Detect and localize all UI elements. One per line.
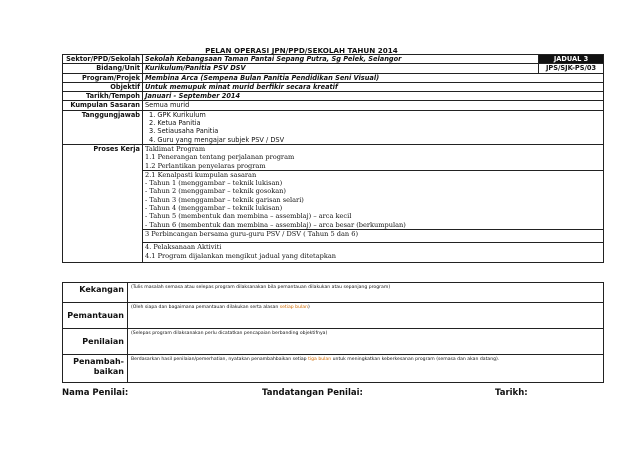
list-item: 1.2 Perlantikan penyelaras program [145, 161, 266, 170]
list-item: 3. Setiausaha Panitia [149, 127, 219, 136]
value-sektor: Sekolah Kebangsaan Taman Pantai Sepang Putra, Sg Pelek, Selangor [143, 55, 539, 64]
evaluation-table [62, 282, 604, 383]
row-program [63, 73, 604, 82]
label-program: Program/Projek [63, 73, 143, 82]
eval-text: (Tulis masalah semasa atau selepas program dilaksanakan bila pemantauan dilakukan atau sepanjang program) [128, 283, 604, 303]
eval-text: (Oleh siapa dan bagaimana pemantauan dilakukan serta alasan setiap bulan) [128, 303, 604, 329]
footer-nama-penilai: Nama Penilai: [62, 388, 129, 398]
row-proses-1 [63, 144, 604, 170]
eval-label: Kekangan [63, 283, 128, 303]
label-sektor: Sektor/PPD/Sekolah [63, 55, 143, 64]
value-bidang: Kurikulum/Panitia PSV DSV [143, 64, 539, 73]
value-program: Membina Arca (Sempena Bulan Panitia Pendidikan Seni Visual) [143, 73, 604, 82]
eval-label: Penilaian [63, 329, 128, 355]
list-item: - Tahun 2 (menggambar – teknik gosokan) [145, 187, 286, 196]
eval-row-penilaian [63, 329, 604, 355]
row-objektif [63, 82, 604, 91]
label-objektif: Objektif [63, 82, 143, 91]
label-tanggungjawab: Tanggungjawab [63, 110, 143, 144]
list-item: 4. Guru yang mengajar subjek PSV / DSV [149, 135, 285, 144]
proses-block-1 [143, 144, 604, 170]
eval-label: Penambah-baikan [63, 355, 128, 383]
eval-label: Pemantauan [63, 303, 128, 329]
list-item: 2. Ketua Panitia [149, 119, 201, 128]
title-year: 2014 [377, 46, 398, 55]
title-text: PELAN OPERASI JPN/PPD/SEKOLAH TAHUN [205, 46, 378, 55]
list-item: 4. Pelaksanaan Aktiviti [145, 243, 222, 252]
value-kumpulan: Semua murid [143, 101, 604, 110]
list-item: 1.1 Penerangan tentang perjalanan program [145, 153, 295, 162]
value-tanggungjawab [143, 110, 604, 144]
badge-code: JPS/SJK-PS/03 [539, 64, 604, 73]
list-item: 1. GPK Kurikulum [149, 110, 206, 119]
proses-block-4 [143, 243, 604, 263]
eval-row-penambahbaikan [63, 355, 604, 383]
list-item: Taklimat Program [145, 144, 206, 153]
list-item: - Tahun 1 (menggambar – teknik lukisan) [145, 179, 283, 188]
row-proses-4 [63, 243, 604, 263]
value-objektif: Untuk memupuk minat murid berfikir secara kreatif [143, 82, 604, 91]
label-bidang: Bidang/Unit [63, 64, 143, 73]
operation-plan-table [62, 54, 604, 263]
label-tarikh: Tarikh/Tempoh [63, 92, 143, 101]
eval-text: Berdasarkan hasil penilaian/pemerhatian, nyatakan penambahbaikan setiap tiga bulan untuk meningkatkan keberkesanan program (semasa dan akan datang). [128, 355, 604, 383]
proses-block-2 [143, 170, 604, 229]
footer-tarikh: Tarikh: [495, 388, 528, 398]
list-item: - Tahun 5 (membentuk dan membina – assemblaj) – arca kecil [145, 212, 352, 221]
list-item: - Tahun 6 (membentuk dan membina – assemblaj) – arca besar (berkumpulan) [145, 220, 406, 229]
eval-text: (Selepas program dilaksanakan perlu dicatatkan pencapaian berbanding objektifnya) [128, 329, 604, 355]
list-item: 4.1 Program dijalankan mengikut jadual yang ditetapkan [145, 251, 337, 260]
eval-row-pemantauan [63, 303, 604, 329]
row-tarikh [63, 92, 604, 101]
label-kumpulan: Kumpulan Sasaran [63, 101, 143, 110]
label-proses: Proses Kerja [63, 144, 143, 262]
list-item: - Tahun 4 (menggambar – teknik lukisan) [145, 204, 283, 213]
row-sektor [63, 55, 604, 64]
row-proses-2 [63, 170, 604, 229]
row-kumpulan [63, 101, 604, 110]
value-tarikh: Januari - September 2014 [143, 92, 604, 101]
badge-jadual: JADUAL 3 [539, 55, 604, 64]
row-proses-3 [63, 229, 604, 242]
footer-tandatangan: Tandatangan Penilai: [262, 388, 363, 398]
row-tanggungjawab [63, 110, 604, 144]
eval-row-kekangan [63, 283, 604, 303]
list-item: - Tahun 3 (menggambar – teknik garisan selari) [145, 195, 304, 204]
row-bidang [63, 64, 604, 73]
list-item: 2.1 Kenalpasti kumpulan sasaran [145, 170, 257, 179]
proses-block-3: 3 Perbincangan bersama guru-guru PSV / DSV ( Tahun 5 dan 6) [143, 229, 604, 242]
